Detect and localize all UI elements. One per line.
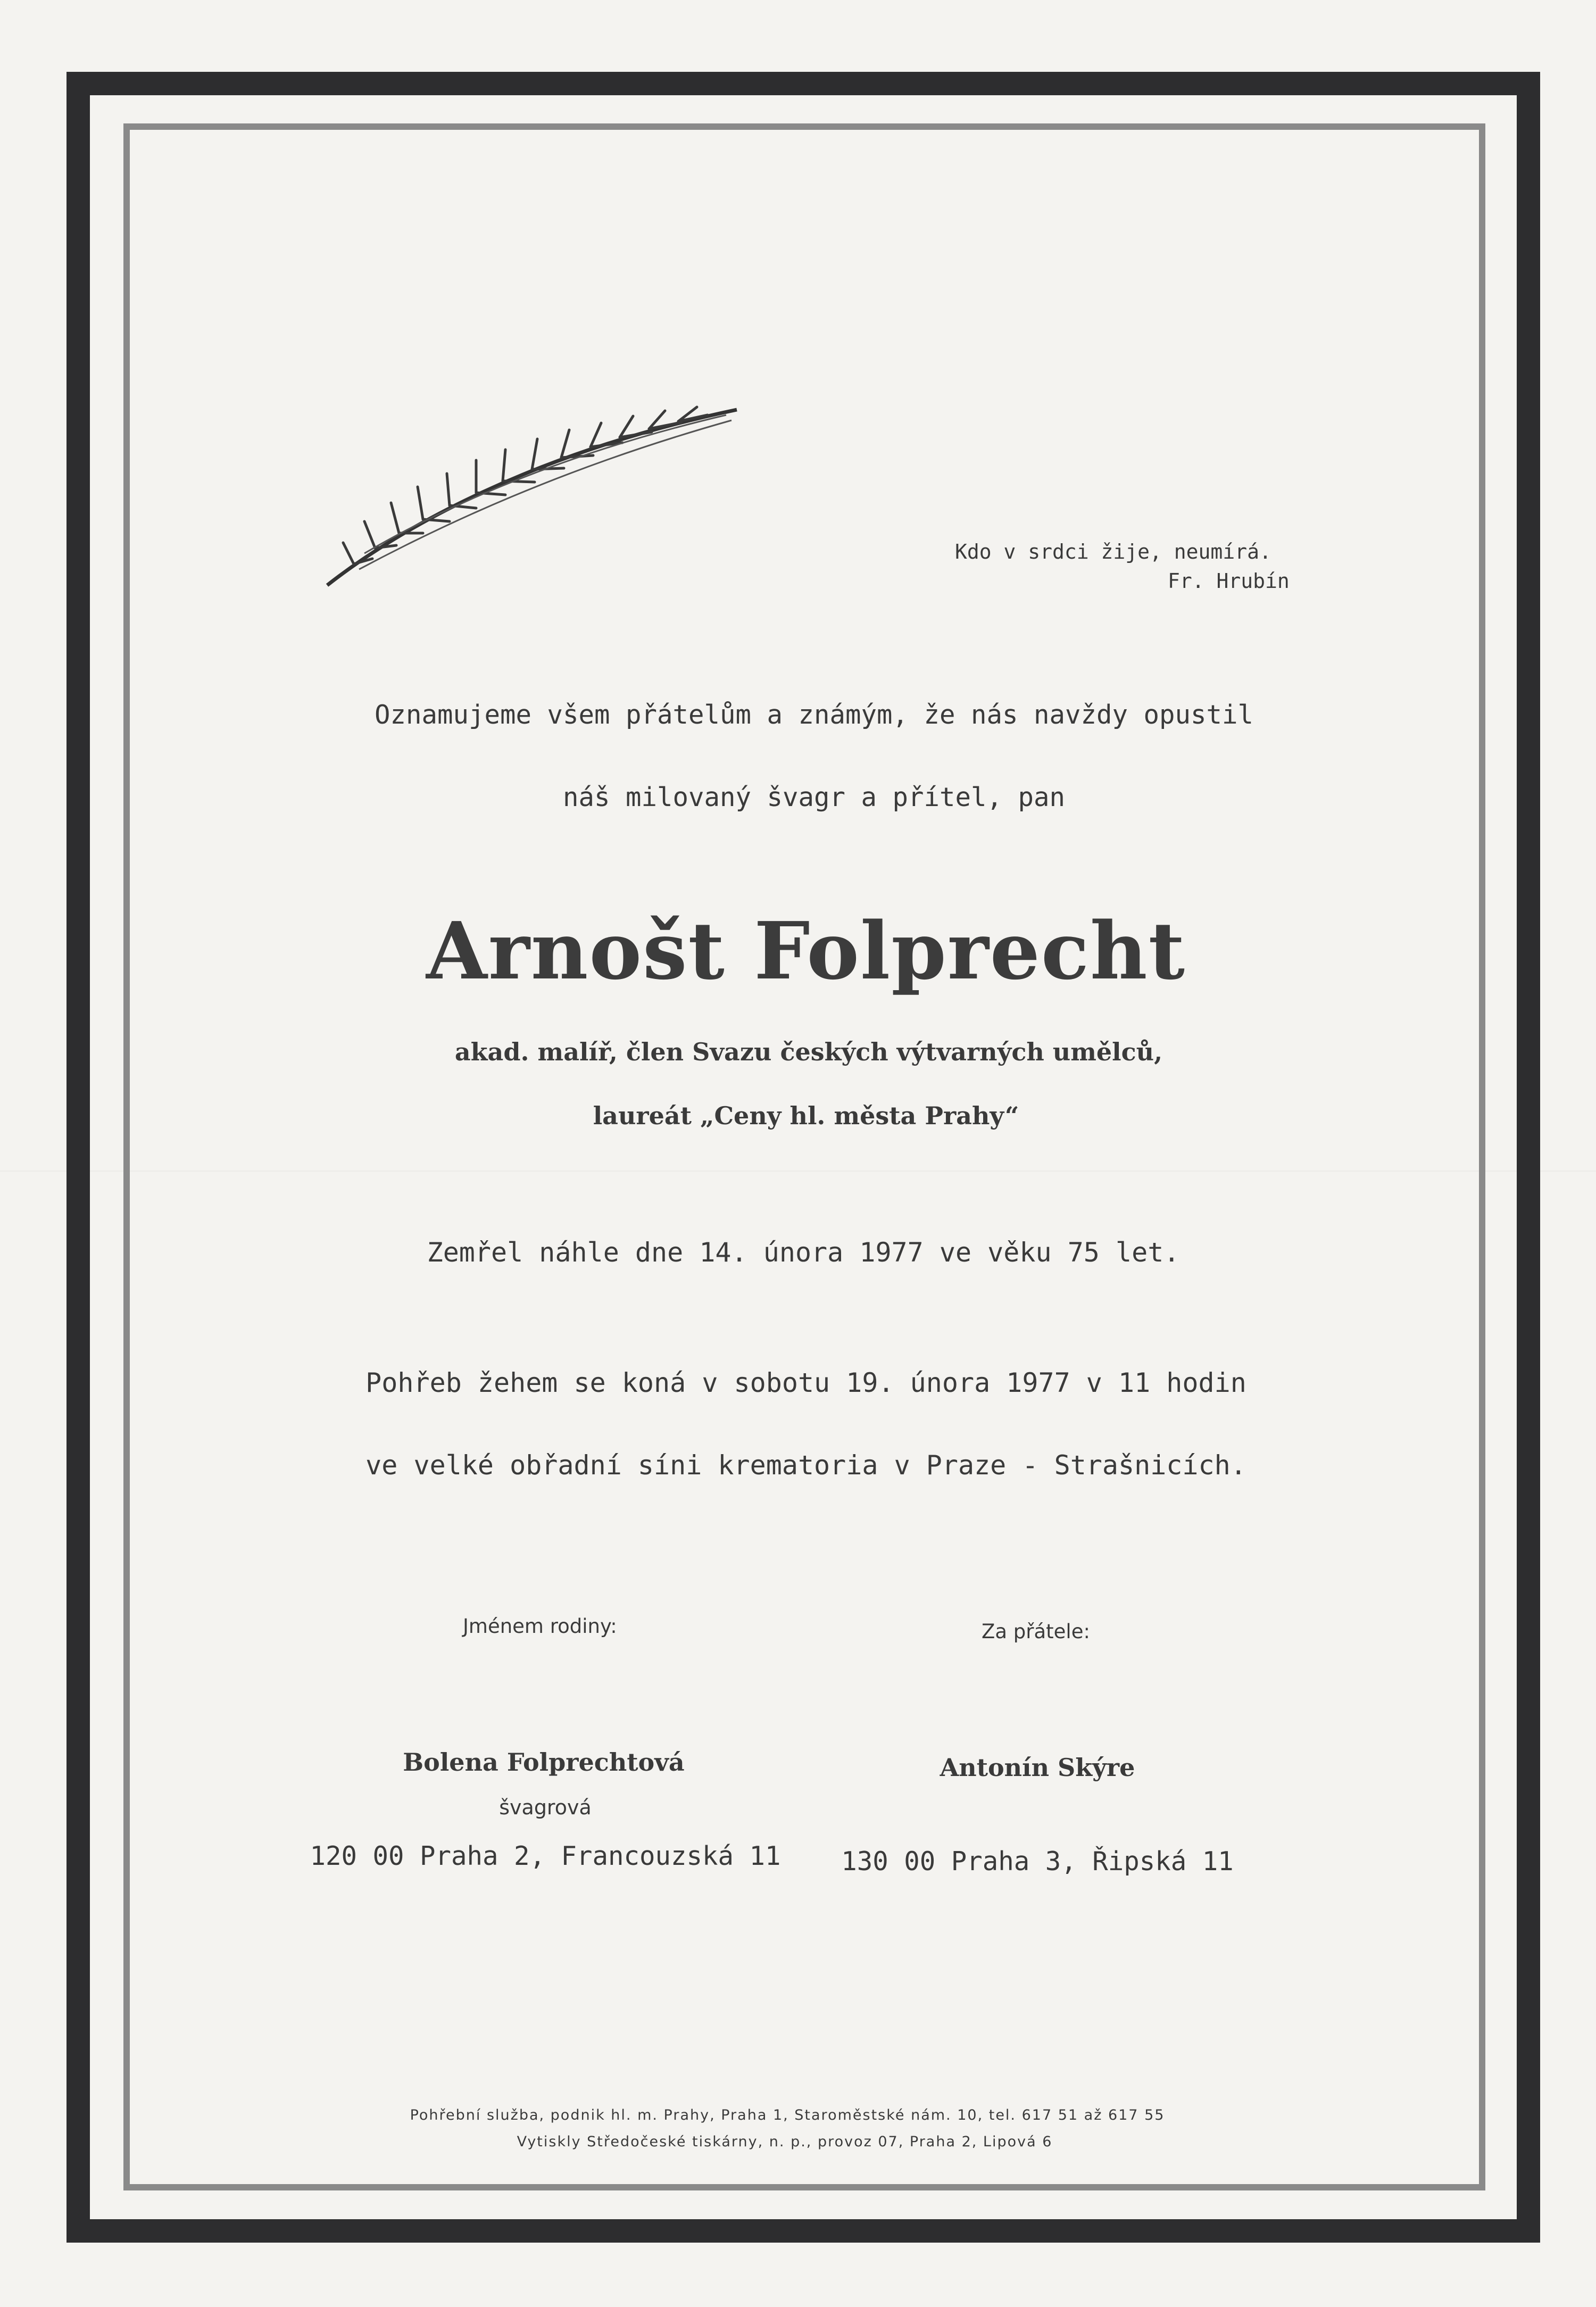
friends-heading: Za přátele: bbox=[982, 1620, 1090, 1643]
deceased-name: Arnošt Folprecht bbox=[426, 904, 1186, 997]
family-name: Bolena Folprechtová bbox=[403, 1748, 685, 1777]
announcement-line-2: náš milovaný švagr a přítel, pan bbox=[562, 782, 1066, 812]
footer-line-1: Pohřební služba, podnik hl. m. Prahy, Praha 1, Staroměstské nám. 10, tel. 617 51 až 617 55 bbox=[410, 2107, 1165, 2123]
funeral-line-2: ve velké obřadní síni krematoria v Praze - Strašnicích. bbox=[365, 1450, 1246, 1481]
funeral-line-1: Pohřeb žehem se koná v sobotu 19. února 1977 v 11 hodin bbox=[365, 1367, 1246, 1398]
friends-name: Antonín Skýre bbox=[940, 1753, 1135, 1782]
friends-address: 130 00 Praha 3, Řipská 11 bbox=[841, 1846, 1234, 1877]
death-notice: Zemřel náhle dne 14. února 1977 ve věku 75 let. bbox=[427, 1237, 1180, 1268]
quote-line: Kdo v srdci žije, neumírá. bbox=[955, 540, 1271, 563]
footer-line-2: Vytiskly Středočeské tiskárny, n. p., provoz 07, Praha 2, Lipová 6 bbox=[517, 2134, 1053, 2150]
family-address: 120 00 Praha 2, Francouzská 11 bbox=[310, 1841, 781, 1871]
family-heading: Jménem rodiny: bbox=[463, 1615, 617, 1638]
palm-branch-icon bbox=[322, 394, 742, 591]
deceased-title-2: laureát „Ceny hl. města Prahy“ bbox=[593, 1101, 1019, 1130]
announcement-line-1: Oznamujeme všem přátelům a známým, že nás navždy opustil bbox=[374, 700, 1254, 730]
family-relation: švagrová bbox=[499, 1796, 592, 1819]
quote-author: Fr. Hrubín bbox=[1168, 569, 1290, 593]
deceased-title-1: akad. malíř, člen Svazu českých výtvarných umělců, bbox=[454, 1038, 1163, 1066]
